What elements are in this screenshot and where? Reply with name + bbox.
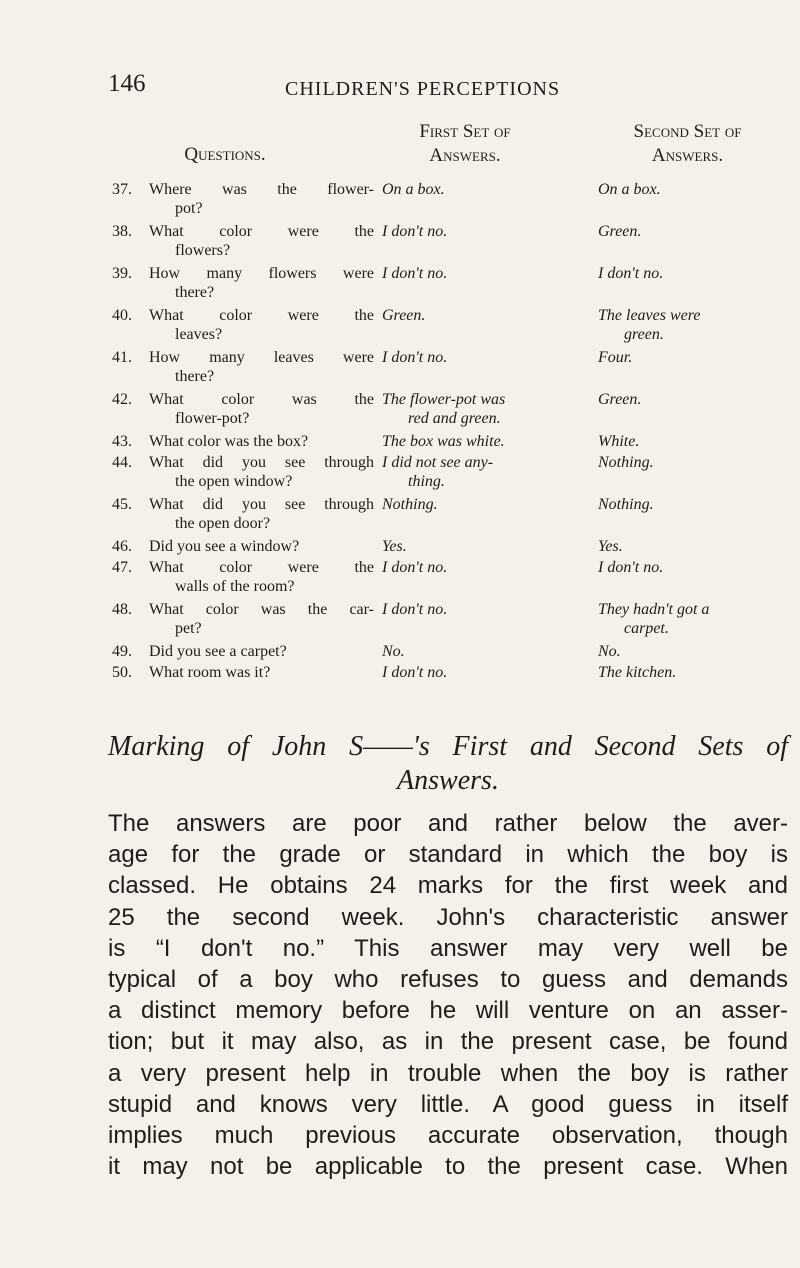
table-row <box>0 306 800 348</box>
paragraph-line: tion; but it may also, as in the present case, be found <box>108 1028 788 1056</box>
second-answer <box>598 348 788 367</box>
question-number: 44. <box>112 454 132 471</box>
page-number: 146 <box>108 70 146 97</box>
question-line: flowers? <box>175 242 231 259</box>
paragraph-line: classed. He obtains 24 marks for the first week and <box>108 872 788 900</box>
answer-line: green. <box>624 326 664 343</box>
answer-line: I don't no. <box>382 265 448 282</box>
answer-line: Nothing. <box>382 496 438 513</box>
question-line: pet? <box>175 620 202 637</box>
question-number: 47. <box>112 559 132 576</box>
paragraph-line: The answers are poor and rather below the aver- <box>108 810 788 837</box>
second-set-header-line: Answers. <box>651 145 724 166</box>
question-line: What color was the <box>149 391 374 408</box>
question-text <box>149 642 374 661</box>
question-number: 42. <box>112 391 132 408</box>
paragraph-line: age for the grade or standard in which the boy is <box>108 841 788 869</box>
question-text <box>149 264 374 302</box>
first-answer <box>382 348 592 367</box>
question-number: 43. <box>112 433 132 450</box>
paragraph-line: it may not be applicable to the present case. When <box>108 1153 788 1181</box>
answer-line: On a box. <box>598 181 661 198</box>
answer-line: They hadn't got a <box>598 601 710 618</box>
answer-line: I don't no. <box>382 223 448 240</box>
question-line: What color were the <box>149 307 374 324</box>
answer-line: Green. <box>598 391 642 408</box>
answer-line: Nothing. <box>598 496 654 513</box>
first-set-header-line: Answers. <box>429 145 501 166</box>
first-answer <box>382 537 592 556</box>
first-answer <box>382 558 592 577</box>
answer-line: White. <box>598 433 640 450</box>
question-text <box>149 432 374 451</box>
paragraph-line: a very present help in trouble when the boy is rather <box>108 1059 788 1087</box>
answer-line: Green. <box>382 307 426 324</box>
question-line: Did you see a carpet? <box>149 643 287 660</box>
second-set-header-line: Second Set of <box>633 121 742 142</box>
answer-line: red and green. <box>408 410 501 427</box>
running-title: CHILDREN'S PERCEPTIONS <box>285 78 561 100</box>
question-text <box>149 537 374 556</box>
question-line: pot? <box>175 200 203 217</box>
table-row <box>0 495 800 537</box>
table-row <box>0 453 800 495</box>
first-set-header-line: First Set of <box>419 121 511 142</box>
answer-line: Green. <box>598 223 642 240</box>
question-line: What color were the <box>149 223 374 240</box>
question-line: walls of the room? <box>175 578 295 595</box>
second-answer <box>598 390 788 409</box>
answer-line: thing. <box>408 473 445 490</box>
paragraph-line: implies much previous accurate observation, though <box>108 1122 788 1150</box>
section-title-line: Marking of John S——'s First and Second Sets of <box>108 731 788 762</box>
section-title <box>108 730 788 798</box>
second-answer <box>598 663 788 682</box>
question-text <box>149 558 374 596</box>
table-row <box>0 642 800 663</box>
answer-line: On a box. <box>382 181 445 198</box>
table-row <box>0 537 800 558</box>
paragraph-line: is “I don't no.” This answer may very well be <box>108 934 788 962</box>
second-answer <box>598 453 788 472</box>
second-answer <box>598 558 788 577</box>
answer-line: I don't no. <box>598 265 664 282</box>
question-line: there? <box>175 284 215 301</box>
question-line: flower-pot? <box>175 410 250 427</box>
first-answer <box>382 453 592 491</box>
question-line: What color was the box? <box>149 433 309 450</box>
page-header <box>0 70 800 110</box>
table-row <box>0 558 800 600</box>
table-row <box>0 432 800 453</box>
second-answer <box>598 432 788 451</box>
first-answer <box>382 432 592 451</box>
question-line: leaves? <box>175 326 223 343</box>
second-answer <box>598 600 788 638</box>
question-number: 40. <box>112 307 132 324</box>
paragraph-line: stupid and knows very little. A good guess in itself <box>108 1090 788 1118</box>
question-number: 46. <box>112 538 132 555</box>
first-set-column-header <box>380 120 550 168</box>
answer-line: I did not see any- <box>382 454 494 471</box>
question-text <box>149 390 374 428</box>
question-number: 41. <box>112 349 132 366</box>
question-text <box>149 453 374 491</box>
second-answer <box>598 306 788 344</box>
second-answer <box>598 264 788 283</box>
question-line: What room was it? <box>149 664 271 681</box>
first-answer <box>382 180 592 199</box>
question-text <box>149 348 374 386</box>
question-line: Did you see a window? <box>149 538 300 555</box>
table-row <box>0 600 800 642</box>
first-answer <box>382 264 592 283</box>
second-answer <box>598 495 788 514</box>
question-line: there? <box>175 368 215 385</box>
question-text <box>149 306 374 344</box>
table-row <box>0 222 800 264</box>
questions-column-header: Questions. <box>184 144 266 165</box>
question-line: What color were the <box>149 559 374 576</box>
question-text <box>149 600 374 638</box>
answer-line: The flower-pot was <box>382 391 506 408</box>
question-line: What did you see through <box>149 454 374 471</box>
first-answer <box>382 306 592 325</box>
answer-line: I don't no. <box>382 349 448 366</box>
table-row <box>0 264 800 306</box>
table-row <box>0 348 800 390</box>
question-number: 45. <box>112 496 132 513</box>
first-answer <box>382 495 592 514</box>
question-number: 37. <box>112 181 132 198</box>
table-row <box>0 663 800 684</box>
question-line: the open window? <box>175 473 293 490</box>
question-number: 49. <box>112 643 132 660</box>
question-text <box>149 222 374 260</box>
answer-line: The leaves were <box>598 307 701 324</box>
question-answer-table <box>0 180 800 684</box>
question-number: 50. <box>112 664 132 681</box>
answer-line: No. <box>598 643 621 660</box>
question-number: 48. <box>112 601 132 618</box>
first-answer <box>382 390 592 428</box>
first-answer <box>382 642 592 661</box>
paragraph-line: typical of a boy who refuses to guess and demands <box>108 966 788 994</box>
first-answer <box>382 222 592 241</box>
question-line: How many leaves were <box>149 349 374 366</box>
paragraph-line: 25 the second week. John's characteristic answer <box>108 903 788 931</box>
answer-line: The kitchen. <box>598 664 677 681</box>
question-line: What color was the car- <box>149 601 374 618</box>
question-line: the open door? <box>175 515 271 532</box>
answer-line: Yes. <box>382 538 407 555</box>
table-row <box>0 390 800 432</box>
table-row <box>0 180 800 222</box>
first-answer <box>382 663 592 682</box>
answer-line: I don't no. <box>382 601 448 618</box>
answer-line: Yes. <box>598 538 623 555</box>
section-title-line: Answers. <box>397 765 499 796</box>
body-paragraph <box>108 808 788 1182</box>
question-number: 38. <box>112 223 132 240</box>
question-text <box>149 180 374 218</box>
question-line: Where was the flower- <box>149 181 374 198</box>
question-number: 39. <box>112 265 132 282</box>
first-answer <box>382 600 592 619</box>
column-headers <box>0 118 800 178</box>
second-answer <box>598 222 788 241</box>
answer-line: Nothing. <box>598 454 654 471</box>
answer-line: The box was white. <box>382 433 505 450</box>
second-set-column-header <box>595 120 780 168</box>
question-text <box>149 495 374 533</box>
second-answer <box>598 180 788 199</box>
question-line: What did you see through <box>149 496 374 513</box>
answer-line: carpet. <box>624 620 669 637</box>
answer-line: I don't no. <box>382 664 448 681</box>
question-text <box>149 663 374 682</box>
answer-line: I don't no. <box>598 559 664 576</box>
second-answer <box>598 642 788 661</box>
answer-line: No. <box>382 643 405 660</box>
paragraph-line: a distinct memory before he will venture on an asser- <box>108 997 788 1025</box>
question-line: How many flowers were <box>149 265 374 282</box>
second-answer <box>598 537 788 556</box>
answer-line: Four. <box>598 349 633 366</box>
answer-line: I don't no. <box>382 559 448 576</box>
